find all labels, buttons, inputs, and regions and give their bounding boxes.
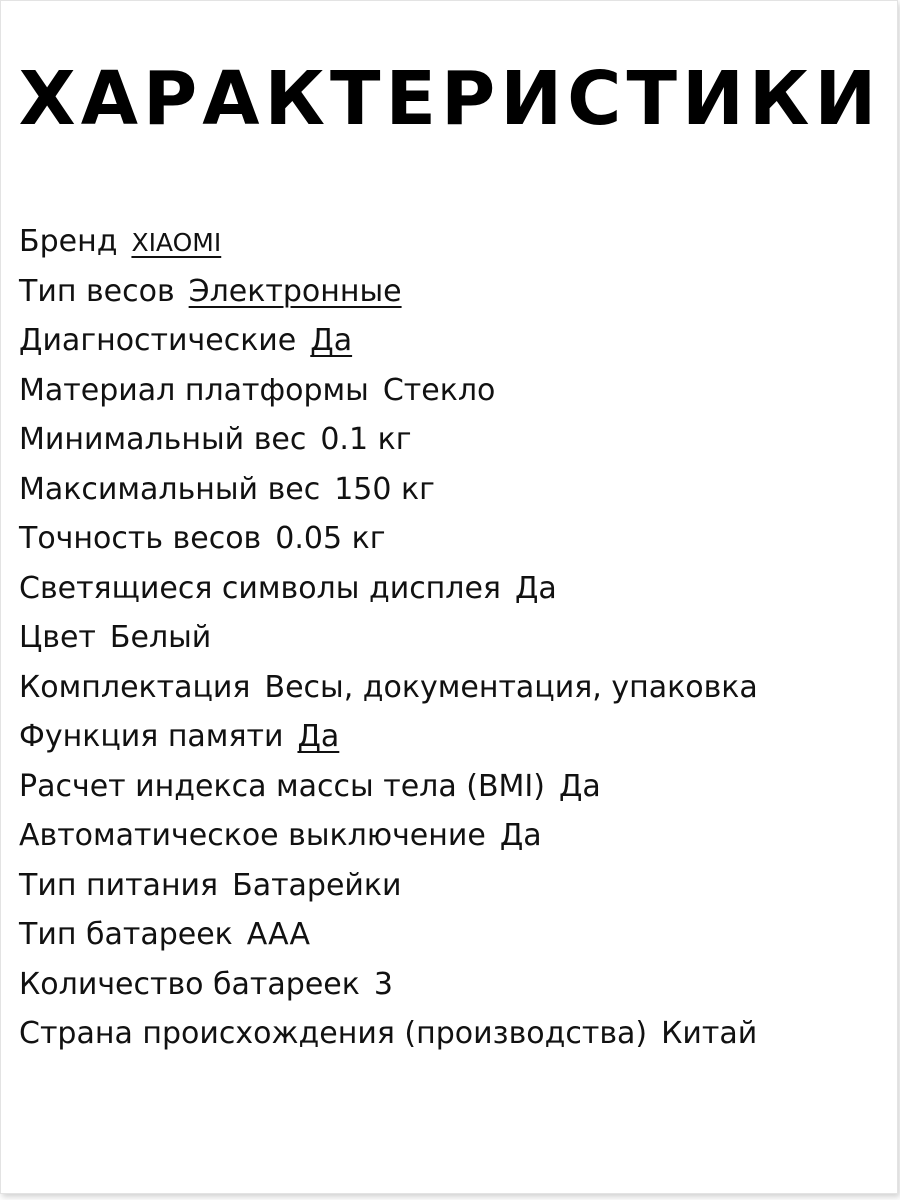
spec-label: Максимальный вес: [19, 471, 321, 507]
spec-label: Количество батареек: [19, 966, 360, 1002]
spec-row-min-weight: [19, 415, 889, 465]
spec-value: Китай: [661, 1016, 758, 1051]
diagnostic-link[interactable]: Да: [310, 323, 353, 358]
spec-list: [19, 217, 889, 1059]
spec-label: Функция памяти: [19, 719, 284, 754]
spec-row-max-weight: [19, 465, 889, 515]
memory-link[interactable]: Да: [297, 719, 340, 754]
spec-row-battery-type: [19, 910, 889, 960]
spec-value: Весы, документация, упаковка: [264, 669, 758, 705]
spec-row-battery-count: [19, 960, 889, 1010]
spec-row-brand: [19, 217, 889, 267]
spec-row-package-contents: [19, 663, 889, 713]
spec-value: Да: [499, 818, 542, 853]
spec-row-scale-type: [19, 267, 889, 317]
spec-value: Да: [514, 570, 557, 606]
spec-label: Бренд: [19, 224, 118, 259]
spec-label: Тип питания: [19, 867, 219, 903]
spec-label: Точность весов: [19, 521, 262, 556]
spec-row-power-type: [19, 861, 889, 911]
spec-row-platform-material: [19, 366, 889, 416]
spec-value: Батарейки: [232, 867, 402, 903]
spec-label: Тип весов: [19, 273, 175, 309]
spec-row-bmi: [19, 762, 889, 812]
spec-label: Тип батареек: [19, 917, 233, 952]
spec-label: Минимальный вес: [19, 422, 307, 457]
brand-link[interactable]: XIAOMI: [131, 228, 222, 257]
spec-value: 0.1 кг: [320, 422, 412, 457]
scale-type-link[interactable]: Электронные: [188, 273, 402, 309]
page-title: ХАРАКТЕРИСТИКИ: [18, 56, 882, 142]
spec-label: Цвет: [19, 620, 96, 655]
spec-value: 150 кг: [334, 471, 435, 507]
spec-value: Стекло: [382, 372, 496, 408]
spec-row-country: [19, 1009, 889, 1059]
spec-value: 0.05 кг: [275, 521, 386, 556]
spec-row-precision: [19, 514, 889, 564]
spec-row-memory: [19, 712, 889, 762]
spec-label: Расчет индекса массы тела (BMI): [19, 768, 545, 804]
spec-row-color: [19, 613, 889, 663]
spec-label: Диагностические: [19, 323, 297, 358]
spec-row-diagnostic: [19, 316, 889, 366]
spec-value: Да: [558, 768, 601, 804]
spec-label: Светящиеся символы дисплея: [19, 570, 501, 606]
spec-label: Автоматическое выключение: [19, 818, 486, 853]
spec-label: Страна происхождения (производства): [19, 1016, 648, 1051]
spec-value: AAA: [246, 917, 311, 952]
spec-label: Материал платформы: [19, 372, 369, 408]
spec-value: Белый: [109, 620, 212, 655]
spec-label: Комплектация: [19, 669, 251, 705]
spec-row-display-backlight: [19, 564, 889, 614]
spec-row-auto-off: [19, 811, 889, 861]
spec-value: 3: [373, 966, 393, 1002]
